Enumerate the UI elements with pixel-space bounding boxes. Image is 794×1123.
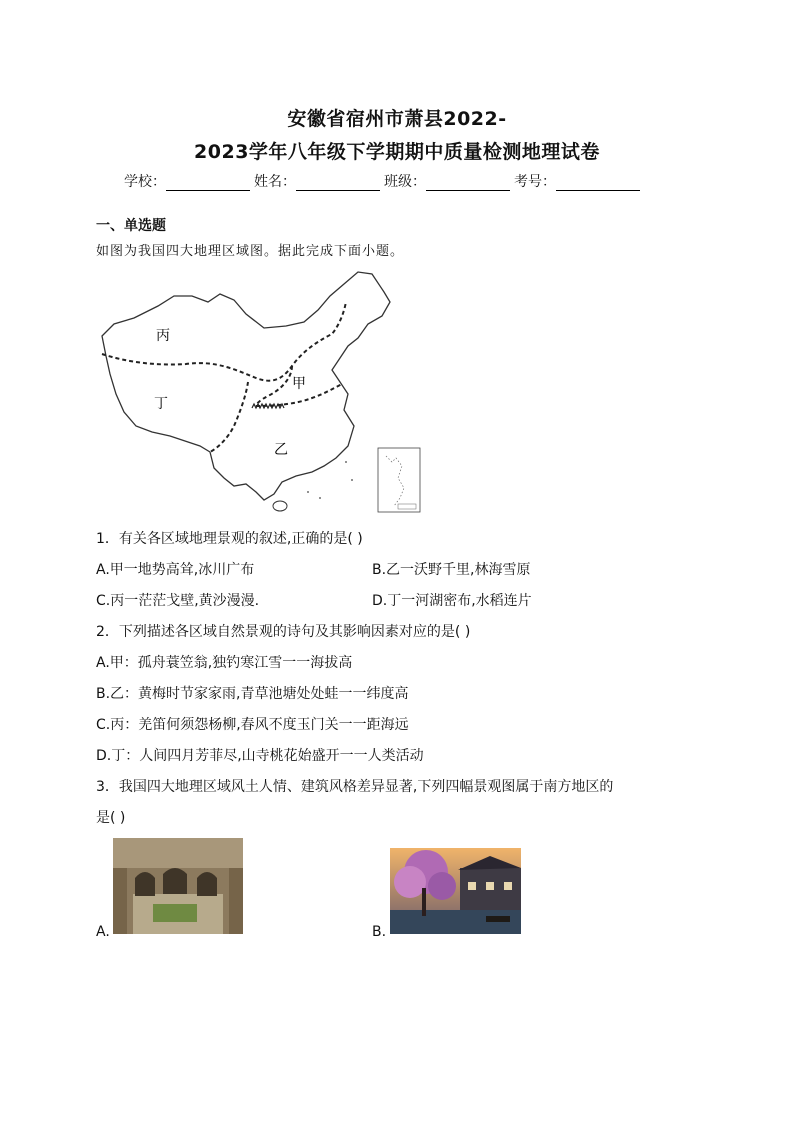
cave-dwelling-photo <box>113 838 243 934</box>
section-heading: 一、单选题 <box>96 218 166 234</box>
question-3-stem-line1: 3．我国四大地理区域风土人情、建筑风格差异显著,下列四幅景观图属于南方地区的 <box>96 779 614 795</box>
school-blank[interactable] <box>166 175 250 191</box>
exam-title-line1: 安徽省宿州市萧县2022- <box>287 108 507 130</box>
question-2-option-c[interactable]: C.丙：羌笛何须怨杨柳,春风不度玉门关一一距海远 <box>96 717 409 733</box>
question-intro: 如图为我国四大地理区域图。据此完成下面小题。 <box>96 244 405 259</box>
question-1-option-c[interactable]: C.丙一茫茫戈壁,黄沙漫漫. <box>96 593 260 609</box>
question-1-option-d[interactable]: D.丁一河湖密布,水稻连片 <box>372 593 532 609</box>
class-blank[interactable] <box>426 175 510 191</box>
region-label-yi: 乙 <box>274 442 288 458</box>
hainan-island <box>273 501 287 511</box>
class-label: 班级： <box>384 174 426 190</box>
question-2-stem: 2．下列描述各区域自然景观的诗句及其影响因素对应的是( ) <box>96 624 471 640</box>
question-3-option-a-label[interactable]: A. <box>96 924 110 940</box>
region-label-jia: 甲 <box>292 376 306 392</box>
exam-title-line2: 2023学年八年级下学期期中质量检测地理试卷 <box>194 141 600 163</box>
exam-number-label: 考号： <box>514 174 556 190</box>
china-regions-map <box>96 266 426 516</box>
name-label: 姓名： <box>254 174 296 190</box>
water-town-photo <box>390 848 521 934</box>
name-blank[interactable] <box>296 175 380 191</box>
question-2-option-d[interactable]: D.丁：人间四月芳菲尽,山寺桃花始盛开一一人类活动 <box>96 748 424 764</box>
question-1-option-b[interactable]: B.乙一沃野千里,林海雪原 <box>372 562 531 578</box>
northwest-boundary <box>102 302 346 381</box>
region-label-ding: 丁 <box>154 396 168 412</box>
question-3-option-b-label[interactable]: B. <box>372 924 387 940</box>
qinghai-tibet-boundary <box>210 382 248 452</box>
school-label: 学校： <box>124 174 166 190</box>
student-info-fields <box>124 171 644 191</box>
exam-number-blank[interactable] <box>556 175 640 191</box>
question-3-stem-line2: 是( ) <box>96 810 126 826</box>
question-2-option-a[interactable]: A.甲：孤舟蓑笠翁,独钓寒江雪一一海拔高 <box>96 655 353 671</box>
question-2-option-b[interactable]: B.乙：黄梅时节家家雨,青草池塘处处蛙一一纬度高 <box>96 686 409 702</box>
china-outline <box>102 272 390 500</box>
question-1-option-a[interactable]: A.甲一地势高耸,冰川广布 <box>96 562 255 578</box>
question-1-stem: 1．有关各区域地理景观的叙述,正确的是( ) <box>96 531 363 547</box>
region-label-bing: 丙 <box>156 328 170 344</box>
